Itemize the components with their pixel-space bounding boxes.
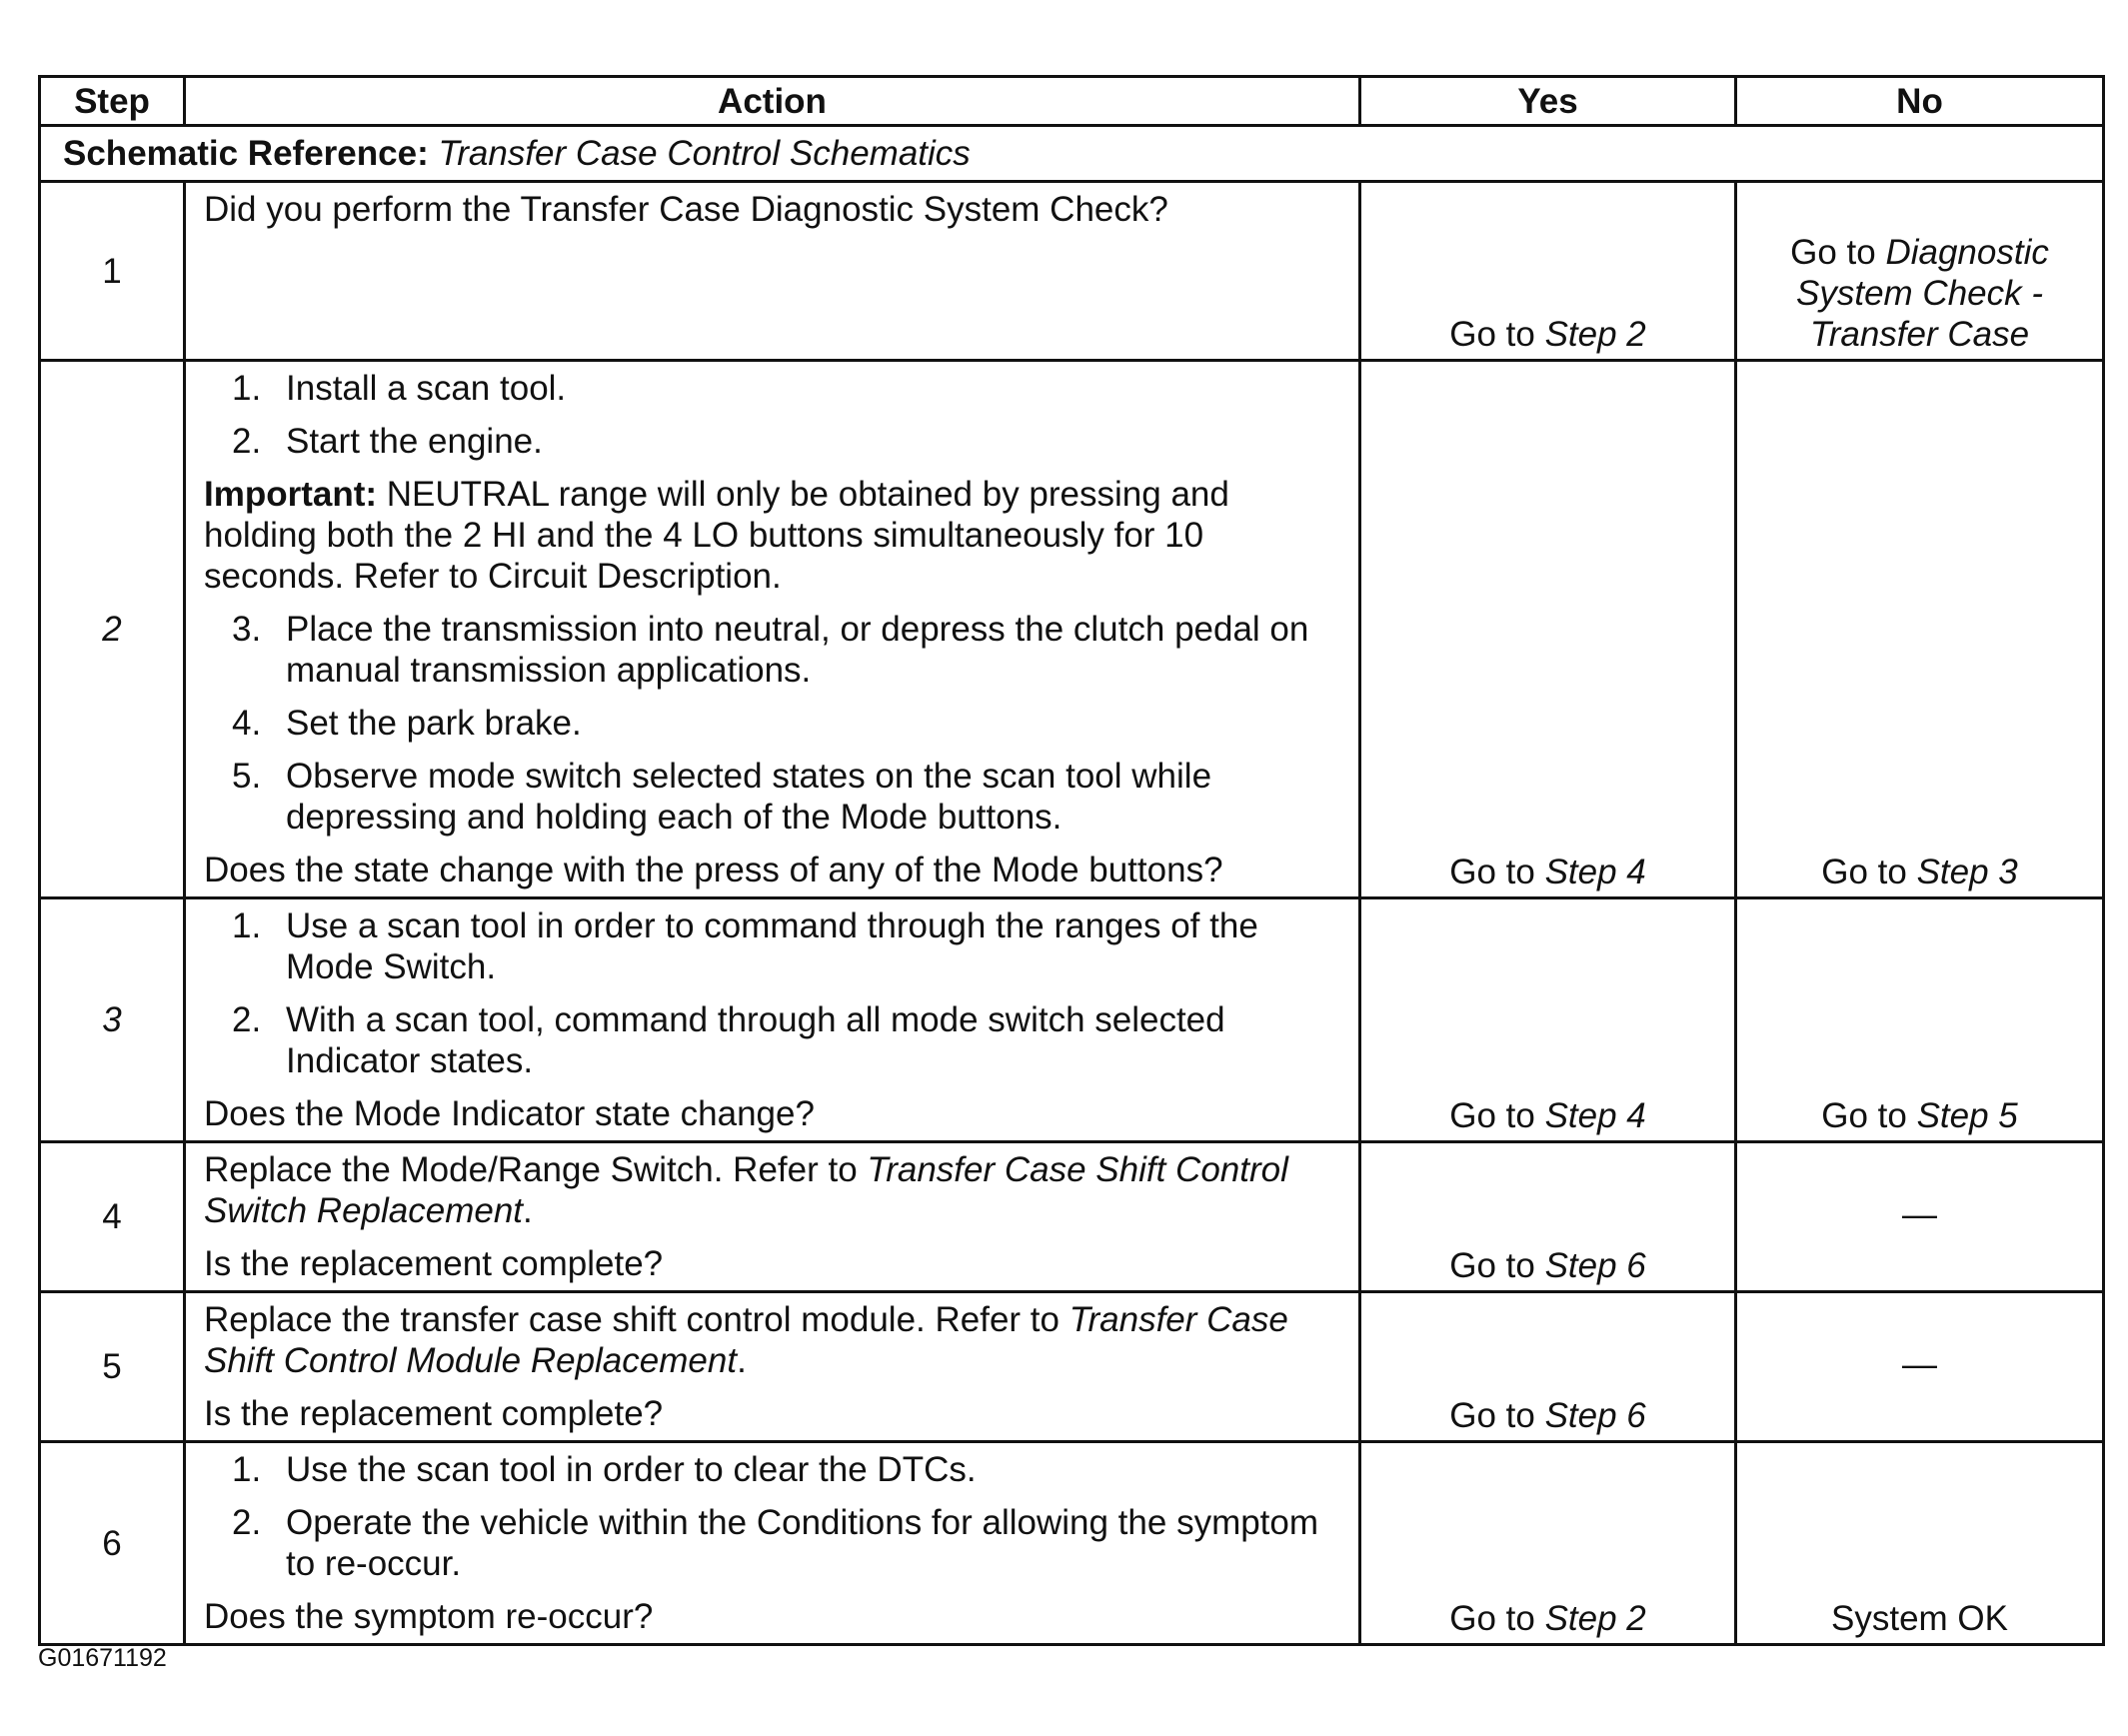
- schematic-link[interactable]: Transfer Case Control Schematics: [438, 134, 971, 173]
- no-step-link[interactable]: Step 5: [1916, 1096, 2018, 1135]
- action-cell: [185, 1142, 1360, 1292]
- list-item: 2. Operate the vehicle within the Conditions for allowing the symptom to re-occur.: [232, 1503, 1319, 1583]
- step-number: 6: [40, 1442, 185, 1645]
- figure-id: G01671192: [38, 1644, 167, 1672]
- yes-cell: Go to Step 6: [1360, 1292, 1736, 1442]
- important-label: Important:: [204, 475, 378, 514]
- yes-step-link[interactable]: Step 4: [1544, 853, 1646, 891]
- question-text: Does the state change with the press of any of the Mode buttons?: [204, 851, 1223, 889]
- header-step: Step: [40, 77, 185, 126]
- question-text: Is the replacement complete?: [204, 1394, 664, 1433]
- step-number: 2: [40, 361, 185, 898]
- header-no: No: [1736, 77, 2104, 126]
- question-text: Does the Mode Indicator state change?: [204, 1094, 815, 1133]
- important-text: NEUTRAL range will only be obtained by pressing and holding both the 2 HI and the 4 LO buttons simultaneously for 10 seconds. Refer to Circuit Description.: [204, 475, 1229, 596]
- list-item: 4. Set the park brake.: [232, 704, 582, 743]
- no-cell: Go to Diagnostic System Check - Transfer Case: [1736, 182, 2104, 361]
- list-item: 1. Use a scan tool in order to command through the ranges of the Mode Switch.: [232, 906, 1258, 986]
- list-item: 3. Place the transmission into neutral, or depress the clutch pedal on manual transmission applications.: [232, 610, 1309, 690]
- schematic-row: [40, 126, 2104, 182]
- procedure-link[interactable]: Transfer Case Shift Control Switch Replacement: [204, 1150, 1288, 1230]
- no-cell: —: [1736, 1292, 2104, 1442]
- step-row-2: [40, 361, 2104, 898]
- list-item: 1. Install a scan tool.: [232, 369, 567, 408]
- important-note: [204, 474, 1344, 597]
- question-text: Is the replacement complete?: [204, 1244, 664, 1283]
- action-cell: [185, 1292, 1360, 1442]
- action-cell: [185, 898, 1360, 1142]
- list-item: 5. Observe mode switch selected states on the scan tool while depressing and holding each of the Mode buttons.: [232, 757, 1212, 837]
- yes-step-link[interactable]: Step 4: [1544, 1096, 1646, 1135]
- action-list: [204, 368, 1344, 462]
- schematic-reference: [40, 126, 2104, 182]
- yes-cell: Go to Step 4: [1360, 361, 1736, 898]
- step-row-5: [40, 1292, 2104, 1442]
- yes-step-link[interactable]: Step 6: [1544, 1396, 1646, 1435]
- no-cell: —: [1736, 1142, 2104, 1292]
- action-list: [204, 1449, 1344, 1584]
- yes-step-link[interactable]: Step 2: [1544, 315, 1646, 354]
- step-row-1: [40, 182, 2104, 361]
- no-cell: System OK: [1736, 1442, 2104, 1645]
- step-number: 1: [40, 182, 185, 361]
- yes-cell: Go to Step 2: [1360, 1442, 1736, 1645]
- header-yes: Yes: [1360, 77, 1736, 126]
- action-list: [204, 609, 1344, 838]
- action-list: [204, 905, 1344, 1081]
- no-cell: Go to Step 3: [1736, 361, 2104, 898]
- action-cell: [185, 1442, 1360, 1645]
- yes-cell: Go to Step 2: [1360, 182, 1736, 361]
- yes-cell: Go to Step 6: [1360, 1142, 1736, 1292]
- yes-step-link[interactable]: Step 2: [1544, 1599, 1646, 1638]
- list-item: 2. With a scan tool, command through all mode switch selected Indicator states.: [232, 1000, 1225, 1080]
- no-cell: Go to Step 5: [1736, 898, 2104, 1142]
- no-step-link[interactable]: Diagnostic System Check - Transfer Case: [1796, 233, 2049, 354]
- header-row: [40, 77, 2104, 126]
- header-action: Action: [185, 77, 1360, 126]
- diagnostic-table: [38, 75, 2105, 1646]
- step-row-6: [40, 1442, 2104, 1645]
- step-number: 5: [40, 1292, 185, 1442]
- action-text: Replace the Mode/Range Switch. Refer to Transfer Case Shift Control Switch Replacement.: [204, 1150, 1288, 1230]
- yes-step-link[interactable]: Step 6: [1544, 1246, 1646, 1285]
- step-number: 4: [40, 1142, 185, 1292]
- step-number: 3: [40, 898, 185, 1142]
- step-row-4: [40, 1142, 2104, 1292]
- list-item: 1. Use the scan tool in order to clear the DTCs.: [232, 1450, 977, 1489]
- question-text: Does the symptom re-occur?: [204, 1597, 654, 1636]
- step-row-3: [40, 898, 2104, 1142]
- action-cell: [185, 361, 1360, 898]
- yes-cell: Go to Step 4: [1360, 898, 1736, 1142]
- action-cell: [185, 182, 1360, 361]
- no-step-link[interactable]: Step 3: [1916, 853, 2018, 891]
- action-text: Replace the transfer case shift control module. Refer to Transfer Case Shift Control Module Replacement.: [204, 1300, 1288, 1380]
- question-text: Did you perform the Transfer Case Diagnostic System Check?: [204, 190, 1168, 229]
- procedure-link[interactable]: Transfer Case Shift Control Module Replacement: [204, 1300, 1288, 1380]
- list-item: 2. Start the engine.: [232, 422, 543, 461]
- schematic-label: Schematic Reference:: [63, 134, 429, 173]
